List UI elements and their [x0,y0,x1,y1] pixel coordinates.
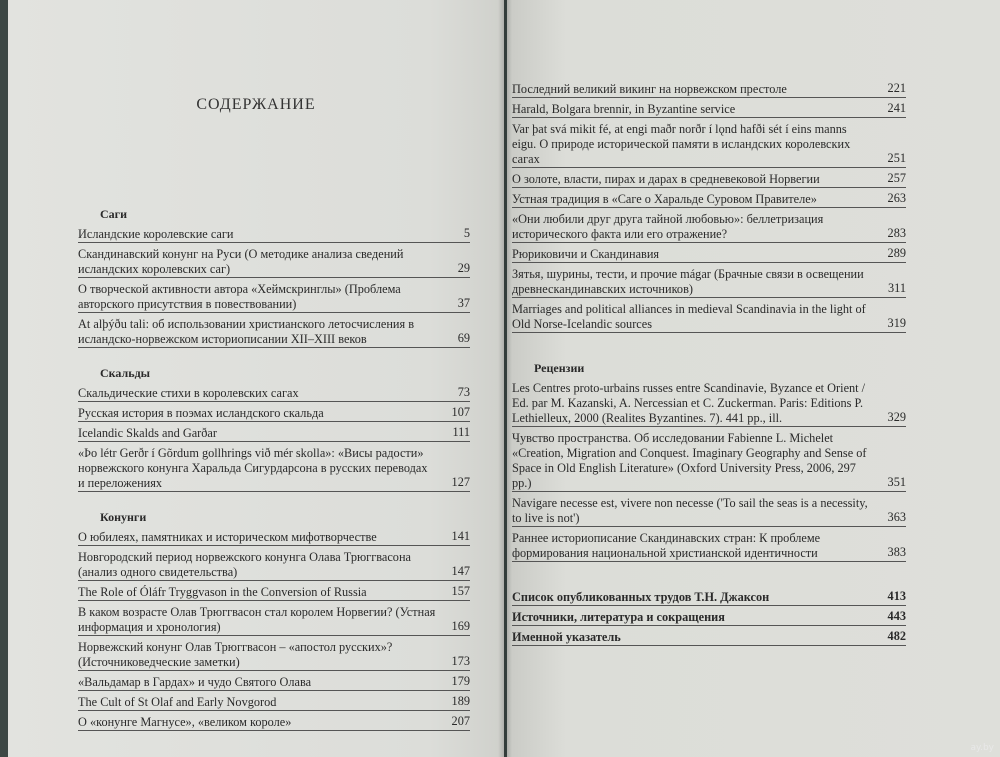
toc-entry-name-index: Именной указатель 482 [512,629,906,644]
toc-entry: О творческой активности автора «Хеймскринглы» (Проблема авторского присутствия в повествовании) 37 [78,282,470,311]
toc-entry: «Þo létr Gerðr í Gõrdum gollhrings við mér skolla»: «Висы радости» норвежского конунга Харальда Сигурдарсона в русских переводах и переложениях 127 [78,446,470,490]
page-title: СОДЕРЖАНИЕ [196,96,316,113]
toc-entry: Скальдические стихи в королевских сагах 73 [78,385,470,400]
section-heading-sagas: Саги [100,207,128,221]
toc-entry: Скандинавский конунг на Руси (О методике анализа сведений исландских королевских саг) 29 [78,247,470,276]
toc-entry: The Role of Óláfr Tryggvason in the Conversion of Russia 157 [78,584,470,599]
toc-entry: В каком возрасте Олав Трюггвасон стал королем Норвегии? (Устная информация и хронология) 169 [78,605,470,634]
toc-entry: Marriages and political alliances in medieval Scandinavia in the light of Old Norse-Icelandic sources 319 [512,302,906,331]
toc-entry: О юбилеях, памятниках и историческом мифотворчестве 141 [78,529,470,544]
toc-entry-sources: Источники, литература и сокращения 443 [512,609,906,624]
toc-entry: Navigare necesse est, vivere non necesse ('To sail the seas is a necessity, to live is not') 363 [512,496,906,525]
toc-entry: Les Centres proto-urbains russes entre Scandinavie, Byzance et Orient / Ed. par M. Kazanski, A. Nercessian et C. Zuckerman. Paris: Editions P. Lethielleux, 2000 (Realites Byzantines. 7). 441 pp., ill. 329 [512,381,906,425]
toc-entry: At alþýðu tali: об использовании христианского летосчисления в исландско-норвежском историописании XII–XIII веков 69 [78,317,470,346]
toc-entry: The Cult of St Olaf and Early Novgorod 189 [78,694,470,709]
toc-entry: «Вальдамар в Гардах» и чудо Святого Олава 179 [78,674,470,689]
toc-entry: Норвежский конунг Олав Трюггвасон – «апостол русских»? (Источниковедческие заметки) 173 [78,640,470,669]
toc-entry: Harald, Bolgara brennir, in Byzantine service 241 [512,101,906,116]
toc-right-column [512,82,906,650]
toc-entry: Устная традиция в «Саге о Харальде Суровом Правителе» 263 [512,191,906,206]
toc-entry: Var þat svá mikit fé, at engi maðr norðr í lǫnd hafði sét í eins manns eigu. О природе исторической памяти в исландских королевских сагах 251 [512,122,906,166]
toc-entry: Чувство пространства. Об исследовании Fabienne L. Michelet «Creation, Migration and Conquest. Imaginary Geography and Sense of Space in Old English Literature» (Oxford University Press, 2006, 297 pp.) 351 [512,431,906,490]
toc-entry: Последний великий викинг на норвежском престоле 221 [512,81,906,96]
watermark: ay.by [970,743,994,753]
toc-entry: «Они любили друг друга тайной любовью»: беллетризация исторического факта или его отражение? 283 [512,212,906,241]
toc-entry: Icelandic Skalds and Garðar 111 [78,425,470,440]
toc-entry: Рюриковичи и Скандинавия 289 [512,246,906,261]
toc-entry: О «конунге Магнусе», «великом короле» 207 [78,714,470,729]
toc-entry: Новгородский период норвежского конунга Олава Трюггвасона (анализ одного свидетельства) 147 [78,550,470,579]
toc-left-column [78,207,470,735]
toc-entry: Русская история в поэмах исландского скальда 107 [78,405,470,420]
toc-entry: Раннее историописание Скандинавских стран: К проблеме формирования национальной христианской идентичности 383 [512,531,906,560]
section-heading-skalds: Скальды [100,366,151,380]
toc-entry: Исландские королевские саги 5 [78,226,470,241]
section-heading-kings: Конунги [100,510,147,524]
section-heading-reviews: Рецензии [534,361,585,375]
toc-entry-bibliography: Список опубликованных трудов Т.Н. Джаксон 413 [512,589,906,604]
toc-entry: Зятья, шурины, тести, и прочие mágar (Брачные связи в освещении древнескандинавских источников) 311 [512,267,906,296]
toc-entry: О золоте, власти, пирах и дарах в средневековой Норвегии 257 [512,171,906,186]
